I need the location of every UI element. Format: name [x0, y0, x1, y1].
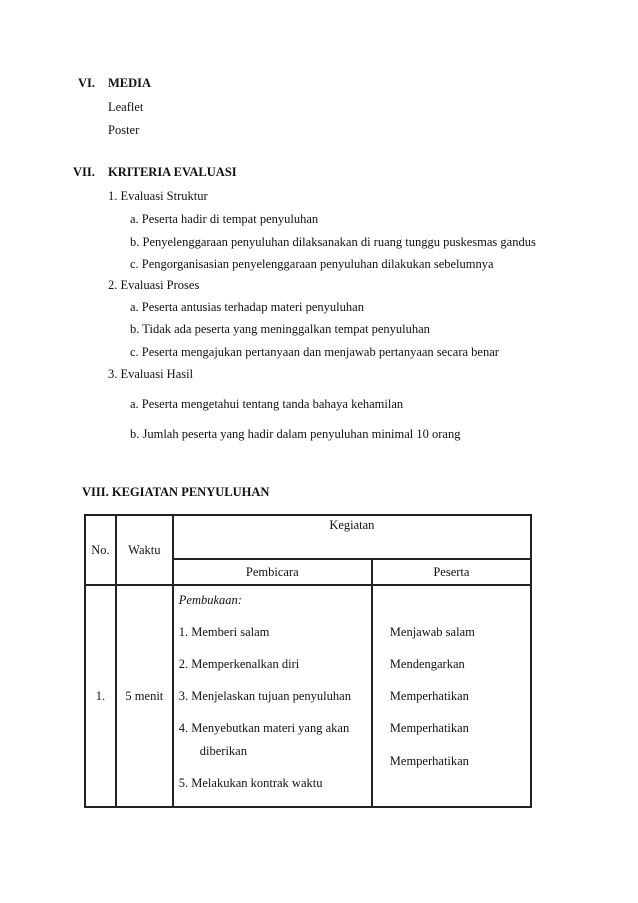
- header-pembicara-cell: [173, 559, 372, 585]
- pembicara-item: 5. Melakukan kontrak waktu: [178, 776, 323, 790]
- header-waktu: Waktu: [128, 542, 161, 557]
- peserta-item: Memperhatikan: [389, 721, 469, 735]
- peserta-item: Mendengarkan: [389, 657, 465, 671]
- row-pembicara-cell: [173, 585, 372, 807]
- row-no: 1.: [95, 688, 106, 703]
- pembukaan-heading: Pembukaan:: [178, 593, 242, 607]
- evaluation-group-label: 1. Evaluasi Struktur: [108, 189, 208, 203]
- evaluation-group-label: 3. Evaluasi Hasil: [108, 367, 194, 381]
- header-no: No.: [91, 542, 110, 557]
- header-pembicara: Pembicara: [245, 564, 299, 579]
- evaluation-item: b. Penyelenggaraan penyuluhan dilaksanakan di ruang tunggu puskesmas gandus: [130, 235, 536, 249]
- section-7-title: KRITERIA EVALUASI: [108, 165, 237, 179]
- evaluation-item: a. Peserta hadir di tempat penyuluhan: [130, 212, 319, 226]
- media-item: Poster: [108, 123, 140, 137]
- section-6-title: MEDIA: [108, 76, 152, 90]
- evaluation-group-label: 2. Evaluasi Proses: [108, 278, 200, 292]
- header-peserta: Peserta: [433, 564, 470, 579]
- header-kegiatan: Kegiatan: [329, 518, 375, 532]
- row-peserta-cell: [372, 585, 531, 807]
- row-waktu-cell: [116, 585, 173, 807]
- pembicara-item: 4. Menyebutkan materi yang akan: [178, 721, 350, 735]
- row-waktu: 5 menit: [125, 688, 164, 703]
- section-6-number: VI.: [78, 76, 96, 90]
- peserta-item: Menjawab salam: [389, 625, 475, 639]
- section-8-title: VIII. KEGIATAN PENYULUHAN: [82, 485, 270, 499]
- pembicara-item: 3. Menjelaskan tujuan penyuluhan: [178, 689, 351, 703]
- header-waktu-cell: [116, 515, 173, 585]
- pembicara-item: 2. Memperkenalkan diri: [178, 657, 300, 671]
- media-item: Leaflet: [108, 100, 144, 114]
- pembicara-item-continuation: diberikan: [199, 744, 247, 758]
- section-7-number: VII.: [73, 165, 95, 179]
- evaluation-item: a. Peserta mengetahui tentang tanda bahaya kehamilan: [130, 397, 404, 411]
- peserta-item: Memperhatikan: [389, 689, 469, 703]
- pembicara-item: 1. Memberi salam: [178, 625, 270, 639]
- kegiatan-table: [84, 514, 532, 808]
- header-no-cell: [85, 515, 116, 585]
- header-peserta-cell: [372, 559, 531, 585]
- peserta-item: Memperhatikan: [389, 754, 469, 768]
- evaluation-item: b. Jumlah peserta yang hadir dalam penyuluhan minimal 10 orang: [130, 427, 461, 441]
- evaluation-item: b. Tidak ada peserta yang meninggalkan tempat penyuluhan: [130, 322, 430, 336]
- row-no-cell: [85, 585, 116, 807]
- evaluation-item: c. Peserta mengajukan pertanyaan dan menjawab pertanyaan secara benar: [130, 345, 499, 359]
- evaluation-item: c. Pengorganisasian penyelenggaraan penyuluhan dilakukan sebelumnya: [130, 257, 494, 271]
- evaluation-item: a. Peserta antusias terhadap materi penyuluhan: [130, 300, 364, 314]
- header-kegiatan-cell: [173, 515, 531, 559]
